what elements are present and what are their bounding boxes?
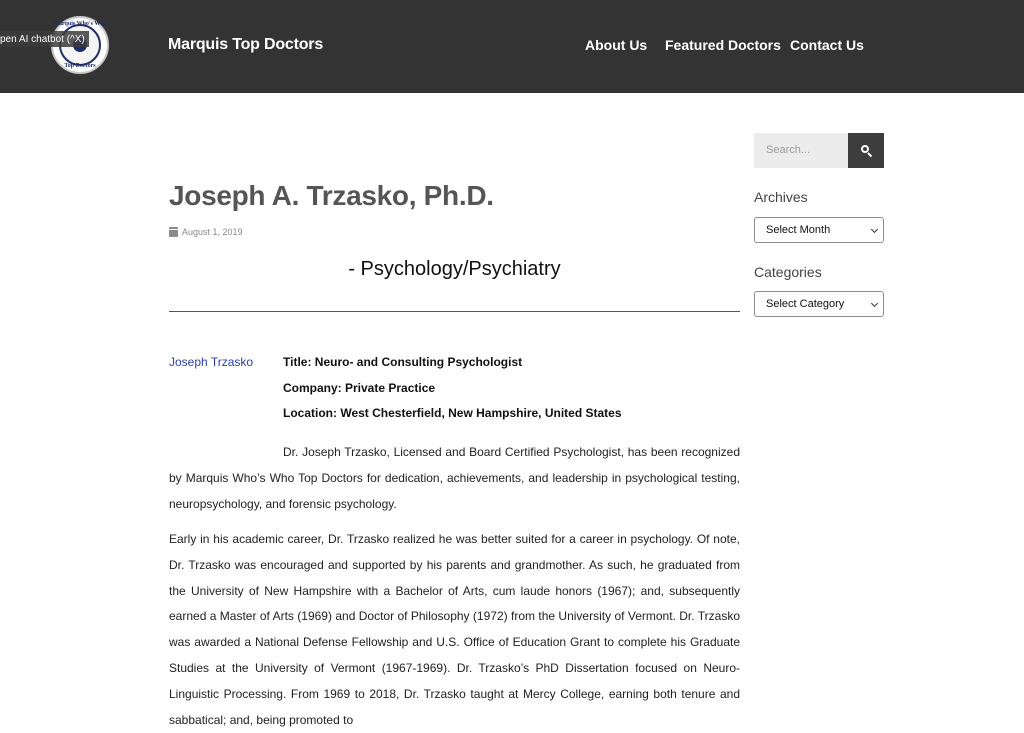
post-date-row: [169, 227, 243, 237]
bio-paragraph-1: Dr. Joseph Trzasko, Licensed and Board Certified Psychologist, has been recognized by Marquis Who’s Who Top Doctors for dedication, achievements, and leadership in psychological testing, neuropsychology, and forensic psychology.: [169, 445, 740, 511]
nav-featured-doctors[interactable]: Featured Doctors: [665, 37, 781, 53]
chatbot-tooltip[interactable]: pen AI chatbot (^X): [0, 31, 89, 47]
logo-top-text: Marquis Who's Who: [53, 21, 107, 27]
doctor-name-link[interactable]: Joseph Trzasko: [169, 355, 254, 369]
chevron-down-icon: [871, 300, 878, 307]
title-divider: [169, 311, 740, 312]
archives-heading: Archives: [754, 189, 808, 205]
categories-select[interactable]: [754, 291, 884, 317]
search-icon-handle: [867, 152, 872, 157]
doctor-location: Location: West Chesterfield, New Hampshire, United States: [283, 406, 622, 420]
categories-heading: Categories: [754, 264, 822, 280]
chevron-down-icon: [871, 226, 878, 233]
archives-select[interactable]: [754, 217, 884, 243]
calendar-icon: [169, 227, 178, 237]
bio-paragraph-2: Early in his academic career, Dr. Trzasko realized he was better suited for a career in psychology. Of note, Dr. Trzasko was encouraged and supported by his parents and grandmother. As such, he graduated from the University of New Hampshire with a Bachelor of Arts, cum laude honors (1967); and, subsequently earned a Master of Arts (1969) and Doctor of Philosophy (1972) from the University of Vermont. Dr. Trzasko was awarded a National Defense Fellowship and U.S. Office of Education Grant to complete his Graduate Studies at the University of Vermont (1967-1969). Dr. Trzasko’s PhD Dissertation focused on Neuro-Linguistic Processing. From 1969 to 2018, Dr. Trzasko taught at Mercy College, earning both tenure and sabbatical; and, being promoted to: [169, 532, 740, 727]
nav-contact-us[interactable]: Contact Us: [790, 37, 864, 53]
categories-select-value: Select Category: [766, 298, 845, 310]
specialty-heading: - Psychology/Psychiatry: [348, 258, 561, 280]
search-input[interactable]: Search...: [754, 133, 848, 168]
page-title: Joseph A. Trzasko, Ph.D.: [169, 180, 494, 211]
doctor-title: Title: Neuro- and Consulting Psychologist: [283, 355, 523, 369]
site-header: [0, 0, 1024, 93]
archives-select-value: Select Month: [766, 224, 831, 236]
post-date[interactable]: August 1, 2019: [182, 227, 243, 237]
logo-bottom-text: Top Doctors: [64, 63, 96, 69]
search-button[interactable]: [848, 133, 884, 168]
site-title[interactable]: Marquis Top Doctors: [168, 36, 324, 53]
nav-about-us[interactable]: About Us: [585, 37, 648, 53]
doctor-company: Company: Private Practice: [283, 381, 436, 395]
